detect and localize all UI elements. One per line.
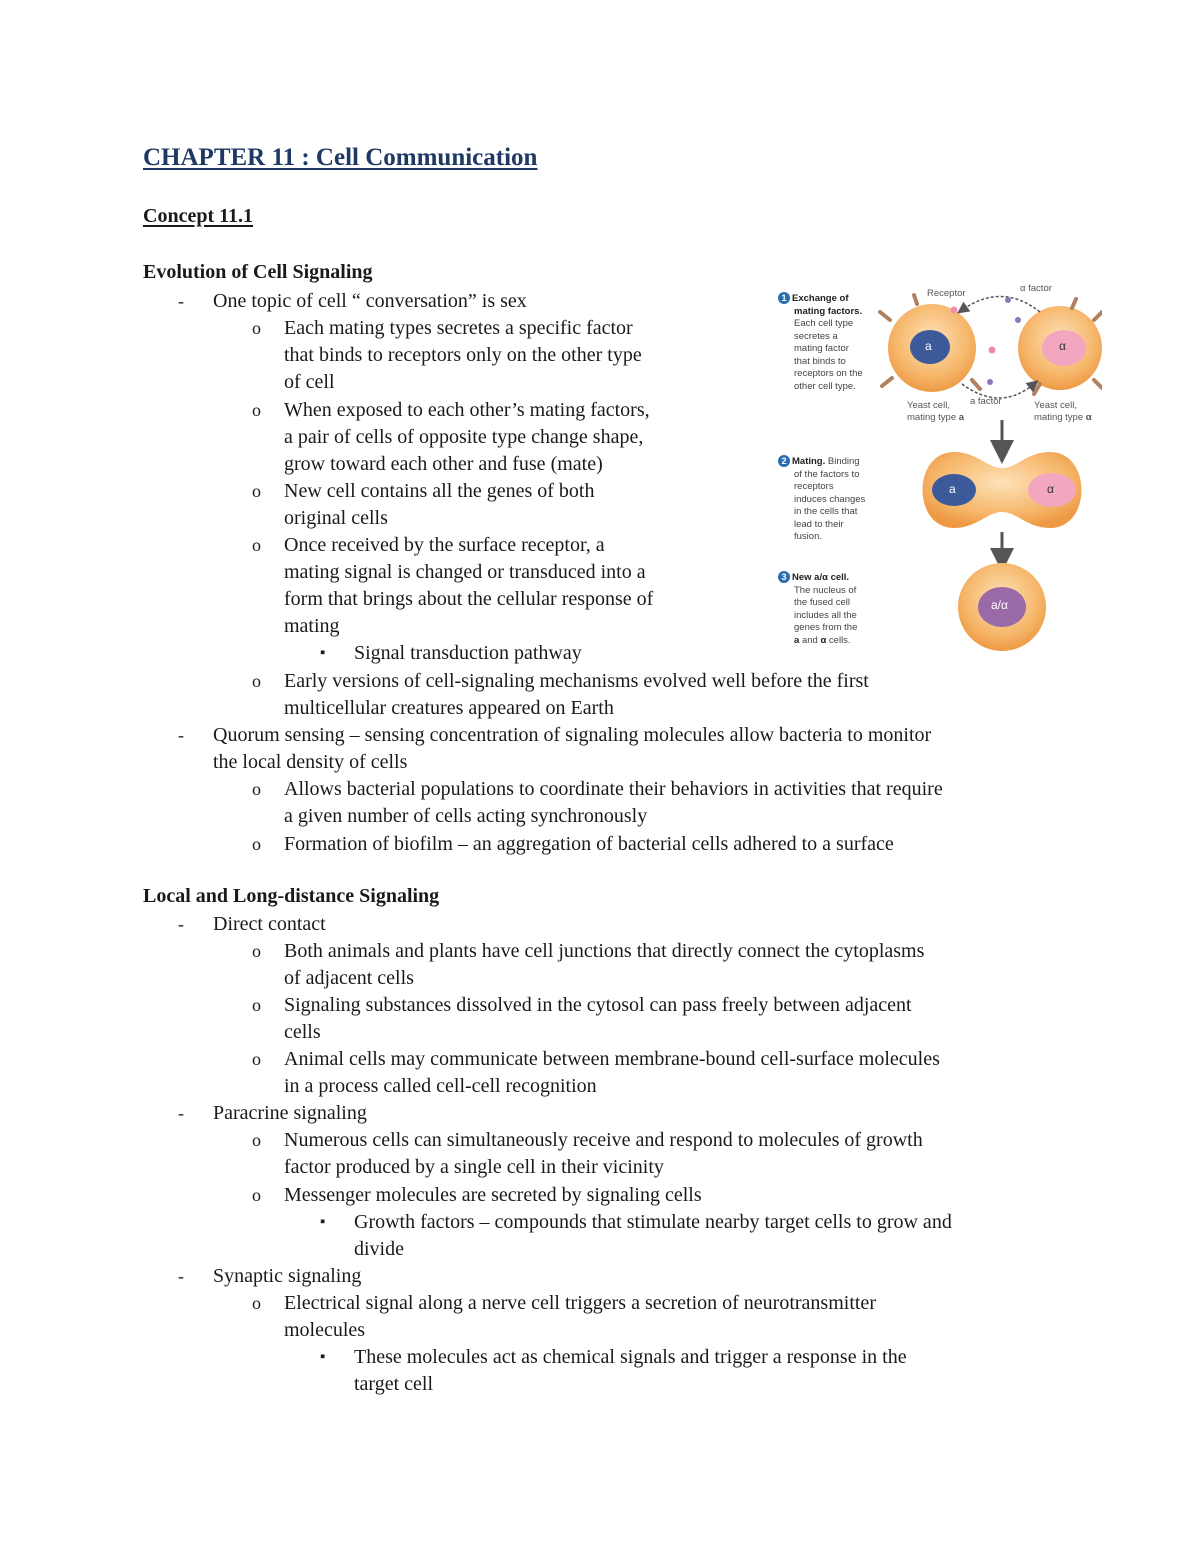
- list-item-cont: grow toward each other and fuse (mate): [284, 453, 603, 475]
- a-factor-label: a factor: [970, 396, 1002, 407]
- list-item: Once received by the surface receptor, a: [284, 534, 605, 556]
- list-item: Early versions of cell-signaling mechanisms evolved well before the first: [284, 670, 869, 692]
- bullet-dash: -: [178, 1266, 184, 1286]
- yeast-mating-figure: [772, 280, 1102, 652]
- list-item-cont: of adjacent cells: [284, 967, 414, 989]
- bullet-circle: o: [252, 481, 261, 501]
- list-item-cont: of cell: [284, 371, 335, 393]
- list-item: Signaling substances dissolved in the cytosol can pass freely between adjacent: [284, 994, 912, 1016]
- list-item: Animal cells may communicate between membrane-bound cell-surface molecules: [284, 1048, 940, 1070]
- list-item-cont: factor produced by a single cell in their vicinity: [284, 1156, 664, 1178]
- list-item-cont: mating signal is changed or transduced into a: [284, 561, 646, 583]
- list-item-cont: cells: [284, 1021, 321, 1043]
- list-item: Messenger molecules are secreted by signaling cells: [284, 1184, 702, 1206]
- list-item-cont: mating: [284, 615, 340, 637]
- list-item-cont: in a process called cell-cell recognition: [284, 1075, 597, 1097]
- bullet-circle: o: [252, 318, 261, 338]
- list-item: Paracrine signaling: [213, 1102, 367, 1124]
- bullet-square: ▪: [320, 1214, 326, 1230]
- alpha-factor-label: α factor: [1020, 283, 1052, 294]
- list-item-cont: the local density of cells: [213, 751, 408, 773]
- bullet-circle: o: [252, 671, 261, 691]
- step-1-caption: 1 Exchange of mating factors. Each cell type secretes a mating factor that binds to receptors on the other cell type.: [778, 292, 863, 393]
- mating-cells: [923, 452, 1082, 528]
- list-item-cont: a given number of cells acting synchronously: [284, 805, 648, 827]
- section-heading-local-long-distance: Local and Long-distance Signaling: [143, 885, 440, 907]
- bullet-square: ▪: [320, 1349, 326, 1365]
- bullet-circle: o: [252, 995, 261, 1015]
- bullet-circle: o: [252, 1130, 261, 1150]
- list-item: Synaptic signaling: [213, 1265, 362, 1287]
- list-item: Quorum sensing – sensing concentration of signaling molecules allow bacteria to monitor: [213, 724, 932, 746]
- receptor-label: Receptor: [927, 288, 966, 299]
- list-item-cont: a pair of cells of opposite type change shape,: [284, 426, 644, 448]
- bullet-circle: o: [252, 834, 261, 854]
- bullet-dash: -: [178, 291, 184, 311]
- list-item-cont: target cell: [354, 1373, 434, 1395]
- yeast-a-label: Yeast cell, mating type a: [907, 400, 965, 423]
- step-number-badge: 2: [778, 455, 790, 467]
- nucleus-alpha-label: α: [1059, 339, 1066, 353]
- nucleus-a-label: a: [949, 482, 956, 496]
- list-item: These molecules act as chemical signals and trigger a response in the: [354, 1346, 907, 1368]
- bullet-circle: o: [252, 779, 261, 799]
- list-item: One topic of cell “ conversation” is sex: [213, 290, 527, 312]
- step-number-badge: 1: [778, 292, 790, 304]
- bullet-circle: o: [252, 941, 261, 961]
- list-item: When exposed to each other’s mating factors,: [284, 399, 650, 421]
- list-item-cont: molecules: [284, 1319, 366, 1341]
- nucleus-fused-label: a/α: [991, 598, 1008, 612]
- concept-heading: Concept 11.1: [143, 205, 253, 227]
- list-item: Growth factors – compounds that stimulate nearby target cells to grow and: [354, 1211, 952, 1233]
- nucleus-alpha-label: α: [1047, 482, 1054, 496]
- yeast-alpha-label: Yeast cell, mating type α: [1034, 400, 1092, 423]
- bullet-circle: o: [252, 400, 261, 420]
- step-3-caption: 3 New a/α cell. The nucleus of the fused cell includes all the genes from the a and α cells.: [778, 571, 857, 647]
- list-item: Direct contact: [213, 913, 326, 935]
- list-item-cont: form that brings about the cellular response of: [284, 588, 654, 610]
- page-title: CHAPTER 11 : Cell Communication: [143, 144, 538, 171]
- bullet-dash: -: [178, 914, 184, 934]
- step-number-badge: 3: [778, 571, 790, 583]
- list-item: Electrical signal along a nerve cell triggers a secretion of neurotransmitter: [284, 1292, 876, 1314]
- list-item: Both animals and plants have cell junctions that directly connect the cytoplasms: [284, 940, 925, 962]
- list-item: Formation of biofilm – an aggregation of bacterial cells adhered to a surface: [284, 833, 894, 855]
- bullet-circle: o: [252, 1293, 261, 1313]
- list-item: Allows bacterial populations to coordinate their behaviors in activities that require: [284, 778, 943, 800]
- bullet-dash: -: [178, 1103, 184, 1123]
- step-2-caption: 2 Mating. Binding of the factors to receptors induces changes in the cells that lead to their fusion.: [778, 455, 865, 544]
- list-item-cont: original cells: [284, 507, 388, 529]
- list-item-cont: divide: [354, 1238, 404, 1260]
- list-item-cont: multicellular creatures appeared on Earth: [284, 697, 614, 719]
- list-item: Signal transduction pathway: [354, 642, 582, 664]
- bullet-dash: -: [178, 725, 184, 745]
- list-item: New cell contains all the genes of both: [284, 480, 595, 502]
- bullet-circle: o: [252, 1049, 261, 1069]
- nucleus-a-label: a: [925, 339, 932, 353]
- bullet-square: ▪: [320, 645, 326, 661]
- list-item: Each mating types secretes a specific factor: [284, 317, 633, 339]
- section-heading-evolution: Evolution of Cell Signaling: [143, 261, 373, 283]
- bullet-circle: o: [252, 1185, 261, 1205]
- bullet-circle: o: [252, 535, 261, 555]
- list-item-cont: that binds to receptors only on the other type: [284, 344, 642, 366]
- list-item: Numerous cells can simultaneously receive and respond to molecules of growth: [284, 1129, 923, 1151]
